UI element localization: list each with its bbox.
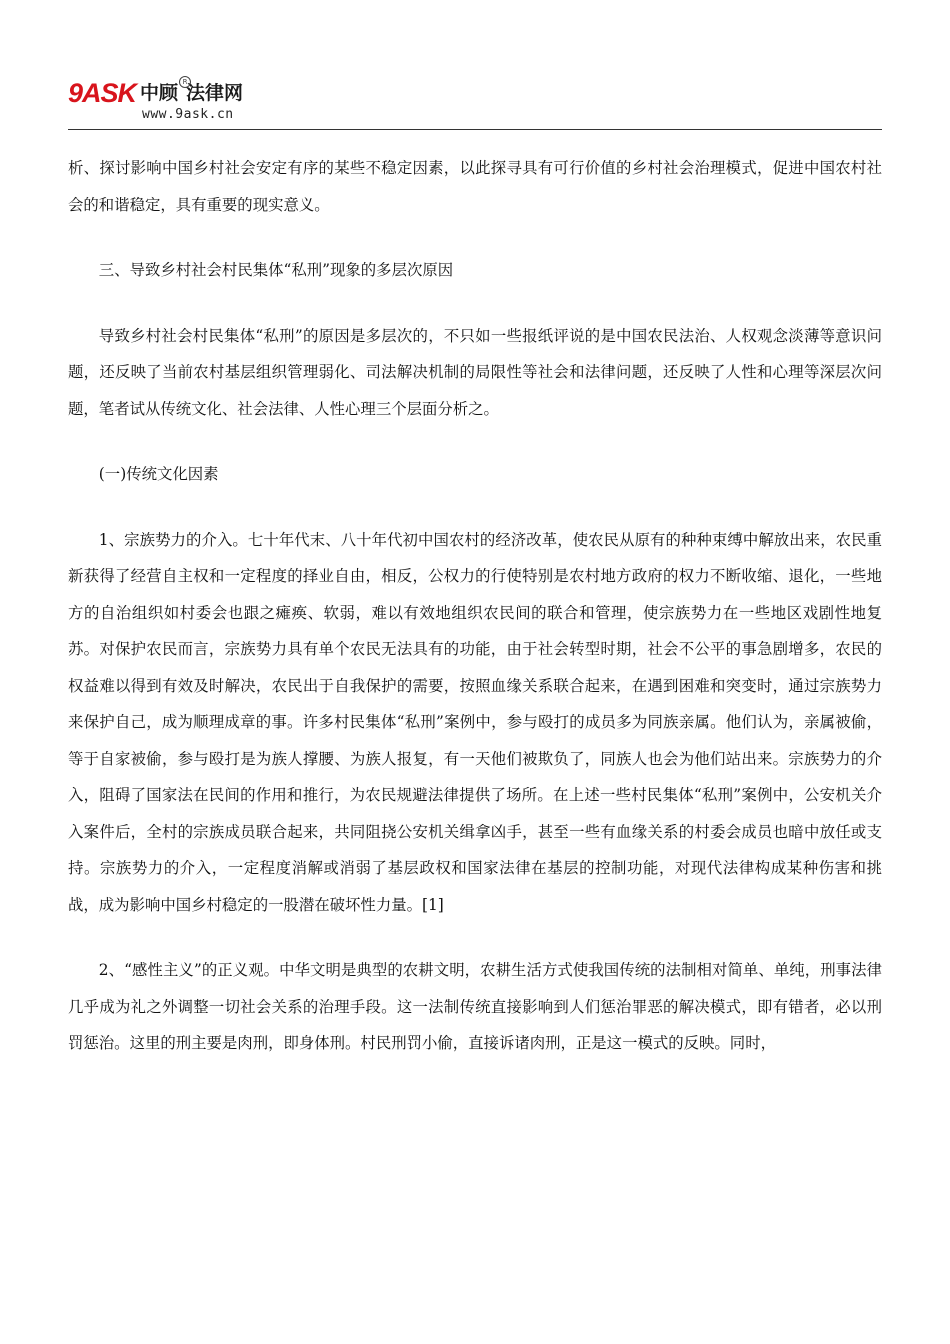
logo-chinese-name: [140, 81, 243, 105]
logo-cn-part-1: 中顾: [140, 82, 179, 104]
logo-url: www.9ask.cn: [142, 107, 234, 122]
logo-cn-part-2: 法律网: [186, 82, 244, 104]
paragraph: 导致乡村社会村民集体“私刑”的原因是多层次的，不只如一些报纸评说的是中国农民法治、人权观念淡薄等意识问题，还反映了当前农村基层组织管理弱化、司法解决机制的局限性等社会和法律问题，还反映了人性和心理等深层次问题，笔者试从传统文化、社会法律、人性心理三个层面分析之。: [68, 326, 882, 418]
document-body: [68, 150, 882, 1062]
site-logo[interactable]: [68, 78, 308, 126]
paragraph: 1、宗族势力的介入。七十年代末、八十年代初中国农村的经济改革，使农民从原有的种种束缚中解放出来，农民重新获得了经营自主权和一定程度的择业自由，相反，公权力的行使特别是农村地方政府的权力不断收缩、退化，一些地方的自治组织如村委会也跟之瘫痪、软弱，难以有效地组织农民间的联合和管理，使宗族势力在一些地区戏剧性地复苏。对保护农民而言，宗族势力具有单个农民无法具有的功能，由于社会转型时期，社会不公平的事急剧增多，农民的权益难以得到有效及时解决，农民出于自我保护的需要，按照血缘关系联合起来，在遇到困难和突变时，通过宗族势力来保护自己，成为顺理成章的事。许多村民集体“私刑”案例中，参与殴打的成员多为同族亲属。他们认为，亲属被偷，等于自家被偷，参与殴打是为族人撑腰、为族人报复，有一天他们被欺负了，同族人也会为他们站出来。宗族势力的介入，阻碍了国家法在民间的作用和推行，为农民规避法律提供了场所。在上述一些村民集体“私刑”案例中，公安机关介入案件后，全村的宗族成员联合起来，共同阻挠公安机关缉拿凶手，甚至一些有血缘关系的村委会成员也暗中放任或支持。宗族势力的介入，一定程度消解或消弱了基层政权和国家法律在基层的控制功能，对现代法律构成某种伤害和挑战，成为影响中国乡村稳定的一股潜在破坏性力量。[1]: [68, 530, 882, 914]
subsection-heading: (一)传统文化因素: [98, 465, 219, 483]
paragraph-continued: 析、探讨影响中国乡村社会安定有序的某些不稳定因素，以此探寻具有可行价值的乡村社会治理模式，促进中国农村社会的和谐稳定，具有重要的现实意义。: [68, 159, 882, 214]
page-header: [68, 74, 882, 130]
header-divider: [68, 129, 882, 130]
paragraph: 2、“感性主义”的正义观。中华文明是典型的农耕文明，农耕生活方式使我国传统的法制相对简单、单纯，刑事法律几乎成为礼之外调整一切社会关系的治理手段。这一法制传统直接影响到人们惩治罪恶的解决模式，即有错者，必以刑罚惩治。这里的刑主要是肉刑，即身体刑。村民刑罚小偷，直接诉诸肉刑，正是这一模式的反映。同时，: [68, 961, 882, 1052]
registered-mark-icon: R: [179, 76, 191, 88]
section-heading: 三、导致乡村社会村民集体“私刑”现象的多层次原因: [98, 261, 454, 279]
logo-mark: 9ASK: [68, 78, 137, 108]
